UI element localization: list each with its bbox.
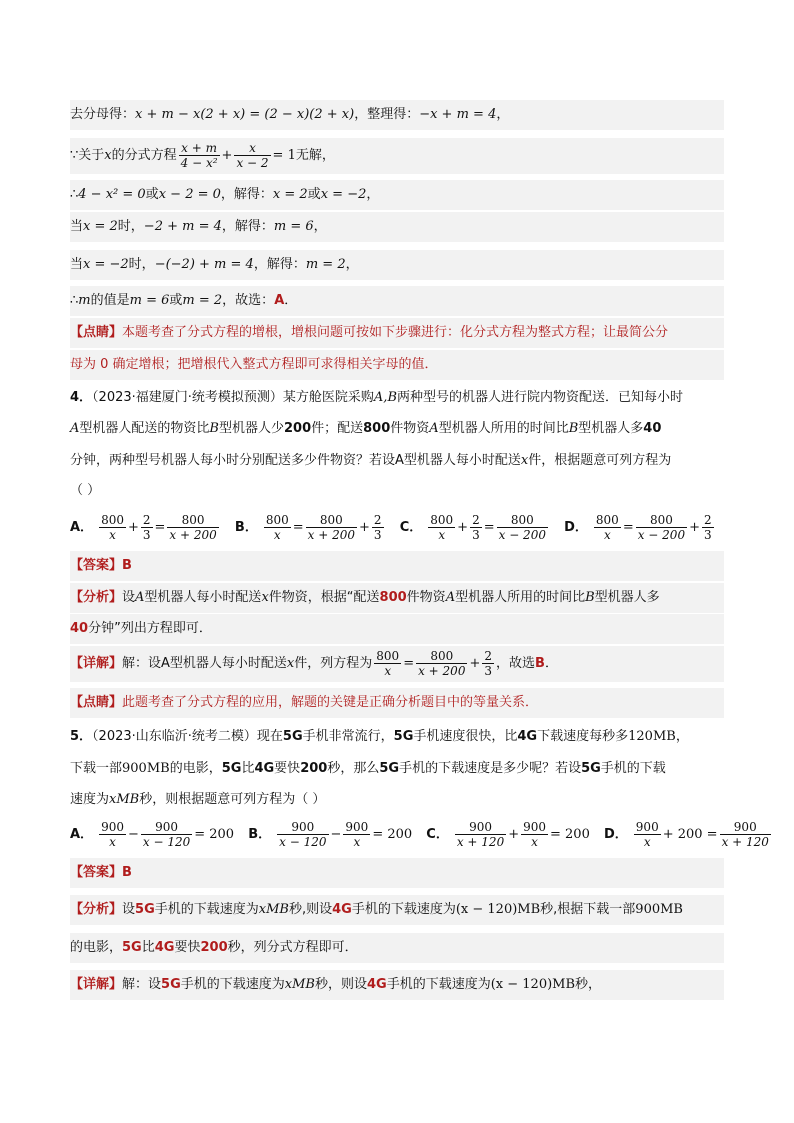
term: 4G bbox=[254, 761, 275, 776]
text: 手机速度很快，比 bbox=[413, 729, 518, 744]
text: 件；配送 bbox=[311, 421, 364, 436]
fraction bbox=[636, 513, 687, 542]
text: 设 bbox=[122, 590, 136, 605]
text: 的值是 bbox=[90, 293, 130, 308]
text: 型机器人每小时配送 bbox=[144, 590, 262, 605]
math-expression: = 200 bbox=[194, 827, 235, 842]
text: 当 bbox=[70, 219, 84, 234]
fraction bbox=[264, 513, 291, 542]
denominator: x bbox=[353, 835, 361, 849]
q4-options bbox=[70, 510, 724, 546]
operator: = bbox=[403, 656, 415, 671]
numerator: 800 bbox=[376, 649, 400, 663]
text: 时， bbox=[128, 257, 155, 272]
fraction bbox=[277, 820, 328, 849]
numerator: 900 bbox=[635, 820, 659, 834]
math-expression: m = 2 bbox=[305, 257, 346, 272]
q5-analysis-1 bbox=[70, 895, 724, 925]
operator: = bbox=[622, 520, 634, 535]
text: 的分式方程 bbox=[111, 148, 177, 163]
fraction bbox=[343, 820, 370, 849]
numerator: 900 bbox=[277, 820, 328, 835]
numerator: 800 bbox=[636, 513, 687, 528]
text: 要快 bbox=[274, 761, 301, 776]
fraction bbox=[99, 820, 126, 849]
numerator: 2 bbox=[142, 513, 151, 527]
operator: + bbox=[689, 520, 700, 535]
numerator: x bbox=[234, 141, 270, 156]
fraction bbox=[416, 649, 467, 678]
text: 要快 bbox=[174, 940, 201, 955]
math-var: A bbox=[70, 421, 80, 436]
denominator: x bbox=[384, 664, 392, 678]
term: 5G bbox=[122, 940, 142, 955]
term: 5G bbox=[379, 761, 400, 776]
text: ， bbox=[313, 219, 327, 234]
text: ． bbox=[284, 293, 298, 308]
text: 下载速度每秒多 bbox=[537, 729, 629, 744]
text: 速度为 bbox=[70, 792, 110, 807]
numerator: 900 bbox=[523, 820, 547, 834]
numerator: 900 bbox=[101, 820, 124, 834]
operator: − bbox=[127, 827, 139, 842]
answer-choice: A bbox=[274, 293, 285, 308]
term: 5G bbox=[581, 761, 601, 776]
denominator: 3 bbox=[373, 528, 382, 542]
q4-detail bbox=[70, 646, 724, 682]
numerator: 2 bbox=[472, 513, 480, 527]
text: 设 bbox=[122, 902, 136, 917]
denominator: 3 bbox=[703, 528, 712, 542]
denominator: x bbox=[603, 528, 611, 542]
option-label: D． bbox=[604, 827, 628, 842]
text: ，故选： bbox=[222, 293, 275, 308]
fraction bbox=[167, 513, 218, 542]
text: 型机器人所用的时间比 bbox=[438, 421, 569, 436]
numerator: 800 bbox=[416, 649, 467, 664]
fraction bbox=[634, 820, 661, 849]
option-d[interactable] bbox=[604, 817, 773, 853]
option-b[interactable] bbox=[248, 817, 412, 853]
text: 分钟，两种型号机器人每小时分别配送多少件物资？若设A型机器人每小时配送 bbox=[70, 453, 521, 468]
denominator: x bbox=[109, 835, 116, 849]
option-label: D． bbox=[564, 520, 588, 535]
text: 解：设A型机器人每小时配送 bbox=[122, 656, 287, 671]
tip-text: 本题考查了分式方程的增根，增根问题可按如下步骤进行：化分式方程为整式方程；让最简公分 bbox=[122, 325, 669, 340]
answer-value: B bbox=[122, 558, 132, 573]
math-expression: −x + m = 4 bbox=[419, 107, 497, 122]
fraction bbox=[521, 820, 548, 849]
text: 手机的下载 bbox=[600, 761, 666, 776]
text: 或 bbox=[169, 293, 183, 308]
term: 5G bbox=[135, 902, 155, 917]
tip-tag: 【点睛】 bbox=[70, 325, 123, 340]
q4-line-4 bbox=[70, 476, 724, 506]
text: 件物资 bbox=[390, 421, 430, 436]
math-var: A bbox=[429, 421, 439, 436]
q4-answer bbox=[70, 551, 724, 581]
fraction bbox=[99, 513, 126, 542]
math-expression: = 200 bbox=[372, 827, 413, 842]
number: 800 bbox=[363, 421, 391, 436]
math-expression: xMB bbox=[109, 792, 140, 807]
math-expression: xMB bbox=[284, 977, 315, 992]
text: ， bbox=[675, 729, 689, 744]
text: 分钟”列出方程即可． bbox=[88, 621, 212, 636]
text: 手机的下载速度为 bbox=[180, 977, 285, 992]
number: 200 bbox=[283, 421, 312, 436]
text: 的电影， bbox=[70, 940, 123, 955]
text: ． bbox=[544, 656, 558, 671]
math-expression: x = 2 bbox=[83, 219, 118, 234]
denominator: x + 200 bbox=[418, 664, 466, 678]
text: 下载一部 bbox=[70, 761, 123, 776]
operator: = bbox=[292, 520, 304, 535]
math-expression: x = −2 bbox=[83, 257, 129, 272]
option-c[interactable] bbox=[400, 510, 550, 546]
math-expression: m = 6 bbox=[273, 219, 314, 234]
answer-choice: B bbox=[535, 656, 545, 671]
denominator: x − 2 bbox=[236, 156, 269, 170]
text: 手机的下载速度为 bbox=[154, 902, 259, 917]
numerator: 800 bbox=[101, 513, 124, 527]
math-expression: (x − 120)MB bbox=[455, 902, 541, 917]
q4-line-2 bbox=[70, 414, 724, 444]
fraction bbox=[497, 513, 548, 542]
fraction bbox=[234, 141, 270, 170]
math-var: x bbox=[104, 148, 112, 163]
text: ∴ bbox=[70, 187, 79, 202]
fraction bbox=[141, 513, 153, 542]
question-source: （2023·山东临沂·统考二模） bbox=[92, 729, 257, 744]
math-var: x bbox=[286, 656, 295, 671]
question-number: 5． bbox=[70, 729, 93, 744]
option-label: B． bbox=[248, 827, 272, 842]
text: 现在 bbox=[256, 729, 283, 744]
fraction bbox=[482, 649, 494, 678]
operator: − bbox=[330, 827, 342, 842]
math-expression: xMB bbox=[258, 902, 289, 917]
math-expression: x + m − x(2 + x) = (2 − x)(2 + x) bbox=[135, 107, 355, 122]
text: 型机器人配送的物资比 bbox=[79, 421, 210, 436]
fraction bbox=[306, 513, 357, 542]
operator: = bbox=[154, 520, 166, 535]
text: 比 bbox=[141, 940, 155, 955]
q4-line-3 bbox=[70, 446, 724, 476]
solution-line-3 bbox=[70, 180, 724, 210]
text: ∵关于 bbox=[70, 148, 105, 163]
math-expression: x = 2 bbox=[272, 187, 308, 202]
term: 5G bbox=[282, 729, 303, 744]
math-var: m bbox=[78, 293, 91, 308]
numerator: 800 bbox=[265, 513, 289, 527]
text: 无解， bbox=[295, 148, 335, 163]
text: ，解得： bbox=[221, 219, 274, 234]
answer-value: B bbox=[122, 865, 132, 880]
text: ，解得： bbox=[253, 257, 306, 272]
term: 4G bbox=[332, 902, 352, 917]
math-var: B bbox=[209, 421, 219, 436]
denominator: x + 200 bbox=[169, 528, 217, 542]
text: 件，根据题意可列方程为 bbox=[528, 453, 672, 468]
text: 秒,根据下载一部 bbox=[540, 902, 636, 917]
operator: + bbox=[127, 520, 139, 535]
numerator: 2 bbox=[373, 513, 382, 527]
operator: + bbox=[359, 520, 370, 535]
denominator: x + 120 bbox=[456, 835, 505, 849]
text: 手机的下载速度是多少呢？若设 bbox=[399, 761, 582, 776]
text: ， bbox=[366, 187, 380, 202]
term: 5G bbox=[161, 977, 181, 992]
tip-line-2 bbox=[70, 350, 724, 380]
numerator: 900 bbox=[455, 820, 506, 835]
numerator: 800 bbox=[167, 513, 218, 528]
text: ，解得： bbox=[220, 187, 273, 202]
fraction bbox=[720, 820, 771, 849]
question-number: 4． bbox=[70, 390, 93, 405]
math-var: x bbox=[261, 590, 269, 605]
option-a[interactable] bbox=[70, 510, 221, 546]
denominator: x bbox=[273, 528, 281, 542]
numerator: 2 bbox=[484, 649, 492, 663]
solution-line-5 bbox=[70, 250, 724, 280]
q5-options bbox=[70, 817, 769, 853]
tip-line-1 bbox=[70, 318, 724, 348]
q4-analysis-2 bbox=[70, 614, 724, 644]
denominator: 3 bbox=[142, 528, 151, 542]
text: 解：设 bbox=[122, 977, 162, 992]
q5-detail bbox=[70, 970, 724, 1000]
text: 手机非常流行， bbox=[302, 729, 394, 744]
math-var: x bbox=[520, 453, 529, 468]
fraction bbox=[372, 513, 384, 542]
tip-text: 此题考查了分式方程的应用，解题的关键是正确分析题目中的等量关系． bbox=[122, 695, 539, 710]
numerator: 900 bbox=[345, 820, 369, 834]
numerator: 800 bbox=[497, 513, 548, 528]
solution-line-6 bbox=[70, 286, 724, 316]
answer-tag: 【答案】 bbox=[70, 558, 123, 573]
text: ∴ bbox=[70, 293, 79, 308]
option-c[interactable] bbox=[426, 817, 590, 853]
fraction bbox=[455, 820, 506, 849]
denominator: x − 120 bbox=[142, 835, 191, 849]
operator: = bbox=[483, 520, 495, 535]
operator: + bbox=[469, 656, 481, 671]
term: 4G bbox=[366, 977, 387, 992]
operator: + 200 = bbox=[662, 827, 718, 842]
math-expression: x = −2 bbox=[320, 187, 367, 202]
numerator: x + m bbox=[179, 141, 220, 156]
option-label: C． bbox=[426, 827, 449, 842]
solution-line-4 bbox=[70, 212, 724, 242]
number: 40 bbox=[643, 421, 662, 436]
option-a[interactable] bbox=[70, 817, 234, 853]
math-expression: m = 2 bbox=[182, 293, 223, 308]
number: 200 bbox=[200, 940, 228, 955]
text: 秒，则根据题意可列方程为（ ） bbox=[139, 792, 326, 807]
text: ， bbox=[345, 257, 359, 272]
number: 800 bbox=[379, 590, 407, 605]
numerator: 800 bbox=[430, 513, 454, 527]
q4-analysis-1 bbox=[70, 583, 724, 613]
math-expression: 4 − x² = 0 bbox=[78, 187, 146, 202]
analysis-tag: 【分析】 bbox=[70, 590, 123, 605]
text: 秒，列分式方程即可． bbox=[227, 940, 358, 955]
denominator: x + 200 bbox=[307, 528, 356, 542]
math-var: B bbox=[568, 421, 579, 436]
text: 或 bbox=[145, 187, 159, 202]
option-label: C． bbox=[399, 520, 423, 535]
text: ，故选 bbox=[496, 656, 536, 671]
numerator: 800 bbox=[595, 513, 619, 527]
denominator: x bbox=[109, 528, 116, 542]
text: 件物资，根据“配送 bbox=[268, 590, 380, 605]
q5-answer bbox=[70, 858, 724, 888]
math-var: B bbox=[585, 590, 595, 605]
fraction bbox=[141, 820, 192, 849]
math-expression: 900MB bbox=[635, 902, 683, 917]
numerator: 800 bbox=[306, 513, 357, 528]
denominator: 4 − x² bbox=[180, 156, 218, 170]
fraction bbox=[470, 513, 482, 542]
q5-line-2 bbox=[70, 754, 724, 784]
tip-tag: 【点睛】 bbox=[70, 695, 123, 710]
text: 手机的下载速度为 bbox=[386, 977, 491, 992]
denominator: x − 120 bbox=[279, 835, 327, 849]
detail-tag: 【详解】 bbox=[70, 977, 123, 992]
fraction bbox=[374, 649, 401, 678]
option-label: A． bbox=[70, 827, 94, 842]
denominator: 3 bbox=[484, 664, 492, 678]
q5-analysis-2 bbox=[70, 933, 724, 963]
denominator: x + 120 bbox=[721, 835, 769, 849]
text: ，整理得： bbox=[354, 107, 420, 122]
denominator: 3 bbox=[472, 528, 480, 542]
text: 型机器人所用的时间比 bbox=[455, 590, 586, 605]
math-var: A bbox=[445, 590, 456, 605]
detail-tag: 【详解】 bbox=[70, 656, 123, 671]
math-expression: 900MB bbox=[122, 761, 170, 776]
option-label: B． bbox=[234, 520, 258, 535]
denominator: x bbox=[643, 835, 651, 849]
math-expression: = 1 bbox=[272, 148, 296, 163]
numerator: 900 bbox=[720, 820, 771, 835]
denominator: x − 200 bbox=[637, 528, 686, 542]
text: 型机器人多 bbox=[578, 421, 644, 436]
text: 型机器人少 bbox=[218, 421, 284, 436]
solution-line-1 bbox=[70, 100, 724, 130]
option-b[interactable] bbox=[235, 510, 386, 546]
text: 的电影， bbox=[169, 761, 222, 776]
text: 件物资 bbox=[406, 590, 446, 605]
text: 比 bbox=[241, 761, 255, 776]
text: 秒，则设 bbox=[314, 977, 367, 992]
operator: + bbox=[221, 148, 233, 163]
fraction bbox=[179, 141, 220, 170]
question-source: （2023·福建厦门·统考模拟预测） bbox=[92, 390, 283, 405]
math-expression: x − 2 = 0 bbox=[158, 187, 221, 202]
fraction bbox=[594, 513, 621, 542]
number: 200 bbox=[300, 761, 328, 776]
text: 手机的下载速度为 bbox=[351, 902, 456, 917]
text: 秒， bbox=[575, 977, 602, 992]
solution-line-2 bbox=[70, 138, 724, 174]
answer-tag: 【答案】 bbox=[70, 865, 123, 880]
denominator: x bbox=[438, 528, 446, 542]
number: 40 bbox=[70, 621, 89, 636]
denominator: x bbox=[531, 835, 538, 849]
fraction bbox=[702, 513, 714, 542]
operator: + bbox=[508, 827, 520, 842]
text: 去分母得： bbox=[70, 107, 136, 122]
numerator: 900 bbox=[141, 820, 192, 835]
math-expression: −2 + m = 4 bbox=[143, 219, 222, 234]
numerator: 2 bbox=[703, 513, 712, 527]
math-expression: −(−2) + m = 4 bbox=[154, 257, 254, 272]
math-expression: = 200 bbox=[550, 827, 590, 842]
text: 秒，那么 bbox=[327, 761, 380, 776]
text: 某方舱医院采购 bbox=[282, 390, 374, 405]
math-var: A bbox=[135, 590, 145, 605]
q4-line-1 bbox=[70, 383, 724, 413]
text: 时， bbox=[117, 219, 144, 234]
denominator: x − 200 bbox=[498, 528, 546, 542]
analysis-tag: 【分析】 bbox=[70, 902, 123, 917]
fraction bbox=[428, 513, 455, 542]
math-expression: m = 6 bbox=[129, 293, 170, 308]
math-var: A,B bbox=[373, 390, 397, 405]
term: 4G bbox=[154, 940, 175, 955]
answer-blank: （ ） bbox=[70, 483, 101, 498]
operator: + bbox=[457, 520, 469, 535]
text: 件，列方程为 bbox=[294, 656, 373, 671]
math-expression: (x − 120)MB bbox=[490, 977, 576, 992]
term: 5G bbox=[393, 729, 414, 744]
option-d[interactable] bbox=[564, 510, 716, 546]
math-expression: 120MB bbox=[628, 729, 676, 744]
term: 4G bbox=[517, 729, 538, 744]
text: 两种型号的机器人进行院内物资配送．已知每小时 bbox=[397, 390, 684, 405]
text: ， bbox=[496, 107, 510, 122]
text: 型机器人多 bbox=[594, 590, 660, 605]
text: 当 bbox=[70, 257, 84, 272]
text: 或 bbox=[307, 187, 321, 202]
text: 秒,则设 bbox=[288, 902, 333, 917]
q5-line-1 bbox=[70, 722, 724, 752]
q5-line-3 bbox=[70, 785, 724, 815]
tip-text: 母为 0 确定增根；把增根代入整式方程即可求得相关字母的值． bbox=[70, 357, 438, 372]
q4-tip bbox=[70, 688, 724, 718]
term: 5G bbox=[221, 761, 242, 776]
option-label: A． bbox=[70, 520, 94, 535]
